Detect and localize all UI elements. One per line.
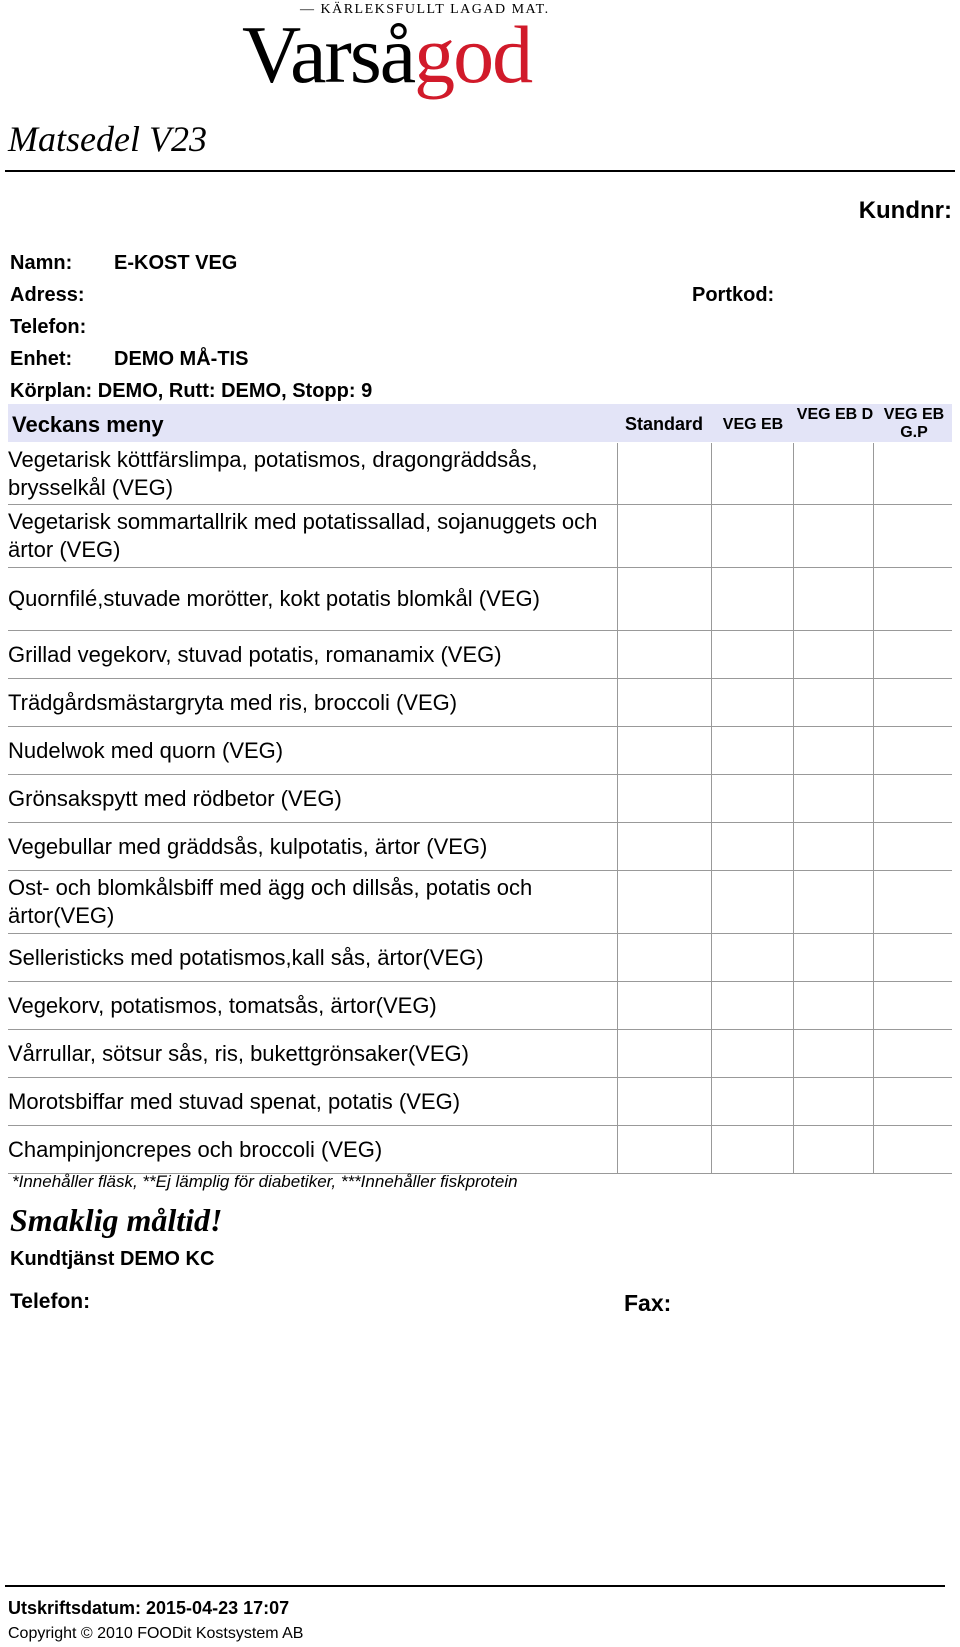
- dish-name: Grillad vegekorv, stuvad potatis, romanamix (VEG): [8, 631, 618, 678]
- checkbox-standard[interactable]: [618, 1030, 712, 1077]
- checkbox-veg-eb-gp[interactable]: [874, 679, 952, 726]
- checkbox-veg-eb-d[interactable]: [794, 982, 874, 1029]
- dish-name: Grönsakspytt med rödbetor (VEG): [8, 775, 618, 822]
- logo-text-part2: god: [414, 9, 532, 100]
- table-row: [8, 1078, 952, 1126]
- checkbox-standard[interactable]: [618, 871, 712, 933]
- checkbox-veg-eb-gp[interactable]: [874, 1078, 952, 1125]
- checkbox-veg-eb-gp[interactable]: [874, 823, 952, 870]
- print-date: Utskriftsdatum: 2015-04-23 17:07: [8, 1598, 290, 1618]
- brand-logo: [242, 9, 532, 100]
- checkbox-veg-eb-d[interactable]: [794, 1030, 874, 1077]
- enhet-value: DEMO MÅ-TIS: [114, 348, 249, 370]
- checkbox-standard[interactable]: [618, 982, 712, 1029]
- namn-label: Namn:: [10, 252, 73, 274]
- table-row: [8, 871, 952, 934]
- footer-fax-label: Fax:: [624, 1290, 672, 1316]
- table-row: [8, 1030, 952, 1078]
- checkbox-veg-eb-d[interactable]: [794, 823, 874, 870]
- footer-telefon-label: Telefon:: [10, 1290, 91, 1313]
- checkbox-veg-eb-gp[interactable]: [874, 631, 952, 678]
- footer-divider: [5, 1585, 945, 1587]
- table-row: [8, 1126, 952, 1174]
- menu-title: Veckans meny: [12, 412, 164, 437]
- dish-name: Nudelwok med quorn (VEG): [8, 727, 618, 774]
- checkbox-veg-eb-gp[interactable]: [874, 443, 952, 504]
- checkbox-veg-eb-d[interactable]: [794, 443, 874, 504]
- table-row: [8, 443, 952, 505]
- portkod-label: Portkod:: [692, 284, 775, 306]
- dish-name: Vegebullar med gräddsås, kulpotatis, ärtor (VEG): [8, 823, 618, 870]
- table-row: [8, 568, 952, 631]
- checkbox-veg-eb[interactable]: [712, 775, 794, 822]
- copyright: Copyright © 2010 FOODit Kostsystem AB: [8, 1625, 304, 1642]
- dish-name: Selleristicks med potatismos,kall sås, ärtor(VEG): [8, 934, 618, 981]
- logo-text-part1: Varså: [242, 9, 415, 100]
- checkbox-veg-eb-d[interactable]: [794, 871, 874, 933]
- checkbox-standard[interactable]: [618, 775, 712, 822]
- checkbox-veg-eb-d[interactable]: [794, 775, 874, 822]
- checkbox-veg-eb[interactable]: [712, 568, 794, 630]
- dish-name: Morotsbiffar med stuvad spenat, potatis (VEG): [8, 1078, 618, 1125]
- dish-name: Quornfilé,stuvade morötter, kokt potatis blomkål (VEG): [8, 568, 618, 630]
- checkbox-standard[interactable]: [618, 443, 712, 504]
- adress-label: Adress:: [10, 284, 85, 306]
- page-title: Matsedel V23: [8, 119, 207, 159]
- checkbox-veg-eb-gp[interactable]: [874, 871, 952, 933]
- checkbox-veg-eb[interactable]: [712, 1126, 794, 1173]
- checkbox-veg-eb[interactable]: [712, 1030, 794, 1077]
- checkbox-veg-eb-d[interactable]: [794, 631, 874, 678]
- checkbox-veg-eb-d[interactable]: [794, 1126, 874, 1173]
- checkbox-veg-eb[interactable]: [712, 823, 794, 870]
- table-row: [8, 679, 952, 727]
- checkbox-veg-eb-gp[interactable]: [874, 982, 952, 1029]
- checkbox-veg-eb[interactable]: [712, 727, 794, 774]
- checkbox-veg-eb[interactable]: [712, 982, 794, 1029]
- checkbox-veg-eb[interactable]: [712, 871, 794, 933]
- checkbox-veg-eb[interactable]: [712, 934, 794, 981]
- checkbox-veg-eb-gp[interactable]: [874, 934, 952, 981]
- dish-name: Trädgårdsmästargryta med ris, broccoli (VEG): [8, 679, 618, 726]
- table-row: [8, 775, 952, 823]
- checkbox-veg-eb[interactable]: [712, 505, 794, 567]
- checkbox-veg-eb-gp[interactable]: [874, 727, 952, 774]
- telefon-label: Telefon:: [10, 316, 87, 338]
- dish-name: Vegetarisk sommartallrik med potatissallad, sojanuggets och ärtor (VEG): [8, 505, 618, 567]
- checkbox-standard[interactable]: [618, 1126, 712, 1173]
- table-row: [8, 982, 952, 1030]
- checkbox-veg-eb-gp[interactable]: [874, 505, 952, 567]
- checkbox-veg-eb-gp[interactable]: [874, 775, 952, 822]
- menu-table: [8, 443, 952, 1174]
- checkbox-veg-eb[interactable]: [712, 679, 794, 726]
- column-veg-eb-gp: VEG EB G.P: [883, 406, 945, 441]
- checkbox-standard[interactable]: [618, 568, 712, 630]
- checkbox-standard[interactable]: [618, 631, 712, 678]
- table-row: [8, 823, 952, 871]
- allergen-footnote: *Innehåller fläsk, **Ej lämplig för diabetiker, ***Innehåller fiskprotein: [12, 1172, 518, 1191]
- korplan: Körplan: DEMO, Rutt: DEMO, Stopp: 9: [10, 380, 373, 402]
- checkbox-veg-eb-gp[interactable]: [874, 1126, 952, 1173]
- dish-name: Champinjoncrepes och broccoli (VEG): [8, 1126, 618, 1173]
- checkbox-veg-eb-gp[interactable]: [874, 1030, 952, 1077]
- checkbox-standard[interactable]: [618, 823, 712, 870]
- checkbox-veg-eb[interactable]: [712, 443, 794, 504]
- checkbox-standard[interactable]: [618, 679, 712, 726]
- dish-name: Vårrullar, sötsur sås, ris, bukettgrönsaker(VEG): [8, 1030, 618, 1077]
- table-row: [8, 631, 952, 679]
- column-standard: Standard: [624, 414, 703, 434]
- kundnr-label: Kundnr:: [858, 197, 952, 224]
- dish-name: Vegetarisk köttfärslimpa, potatismos, dragongräddsås, brysselkål (VEG): [8, 443, 618, 504]
- logo-tagline: — KÄRLEKSFULLT LAGAD MAT.: [300, 2, 550, 17]
- column-veg-eb: VEG EB: [722, 416, 784, 433]
- checkbox-veg-eb-d[interactable]: [794, 505, 874, 567]
- checkbox-veg-eb-d[interactable]: [794, 1078, 874, 1125]
- checkbox-veg-eb-d[interactable]: [794, 934, 874, 981]
- checkbox-veg-eb[interactable]: [712, 1078, 794, 1125]
- column-veg-eb-d: VEG EB D: [796, 406, 874, 423]
- checkbox-standard[interactable]: [618, 727, 712, 774]
- checkbox-veg-eb-gp[interactable]: [874, 568, 952, 630]
- checkbox-standard[interactable]: [618, 1078, 712, 1125]
- enhet-label: Enhet:: [10, 348, 73, 370]
- table-row: [8, 727, 952, 775]
- checkbox-standard[interactable]: [618, 505, 712, 567]
- header-divider: [5, 170, 955, 172]
- checkbox-standard[interactable]: [618, 934, 712, 981]
- smaklig-maltid: Smaklig måltid!: [10, 1202, 223, 1238]
- table-row: [8, 505, 952, 568]
- namn-value: E-KOST VEG: [114, 252, 238, 274]
- checkbox-veg-eb-d[interactable]: [794, 727, 874, 774]
- checkbox-veg-eb-d[interactable]: [794, 679, 874, 726]
- dish-name: Ost- och blomkålsbiff med ägg och dillsås, potatis och ärtor(VEG): [8, 871, 618, 933]
- kundtjanst: Kundtjänst DEMO KC: [10, 1248, 215, 1270]
- checkbox-veg-eb[interactable]: [712, 631, 794, 678]
- table-row: [8, 934, 952, 982]
- checkbox-veg-eb-d[interactable]: [794, 568, 874, 630]
- dish-name: Vegekorv, potatismos, tomatsås, ärtor(VEG): [8, 982, 618, 1029]
